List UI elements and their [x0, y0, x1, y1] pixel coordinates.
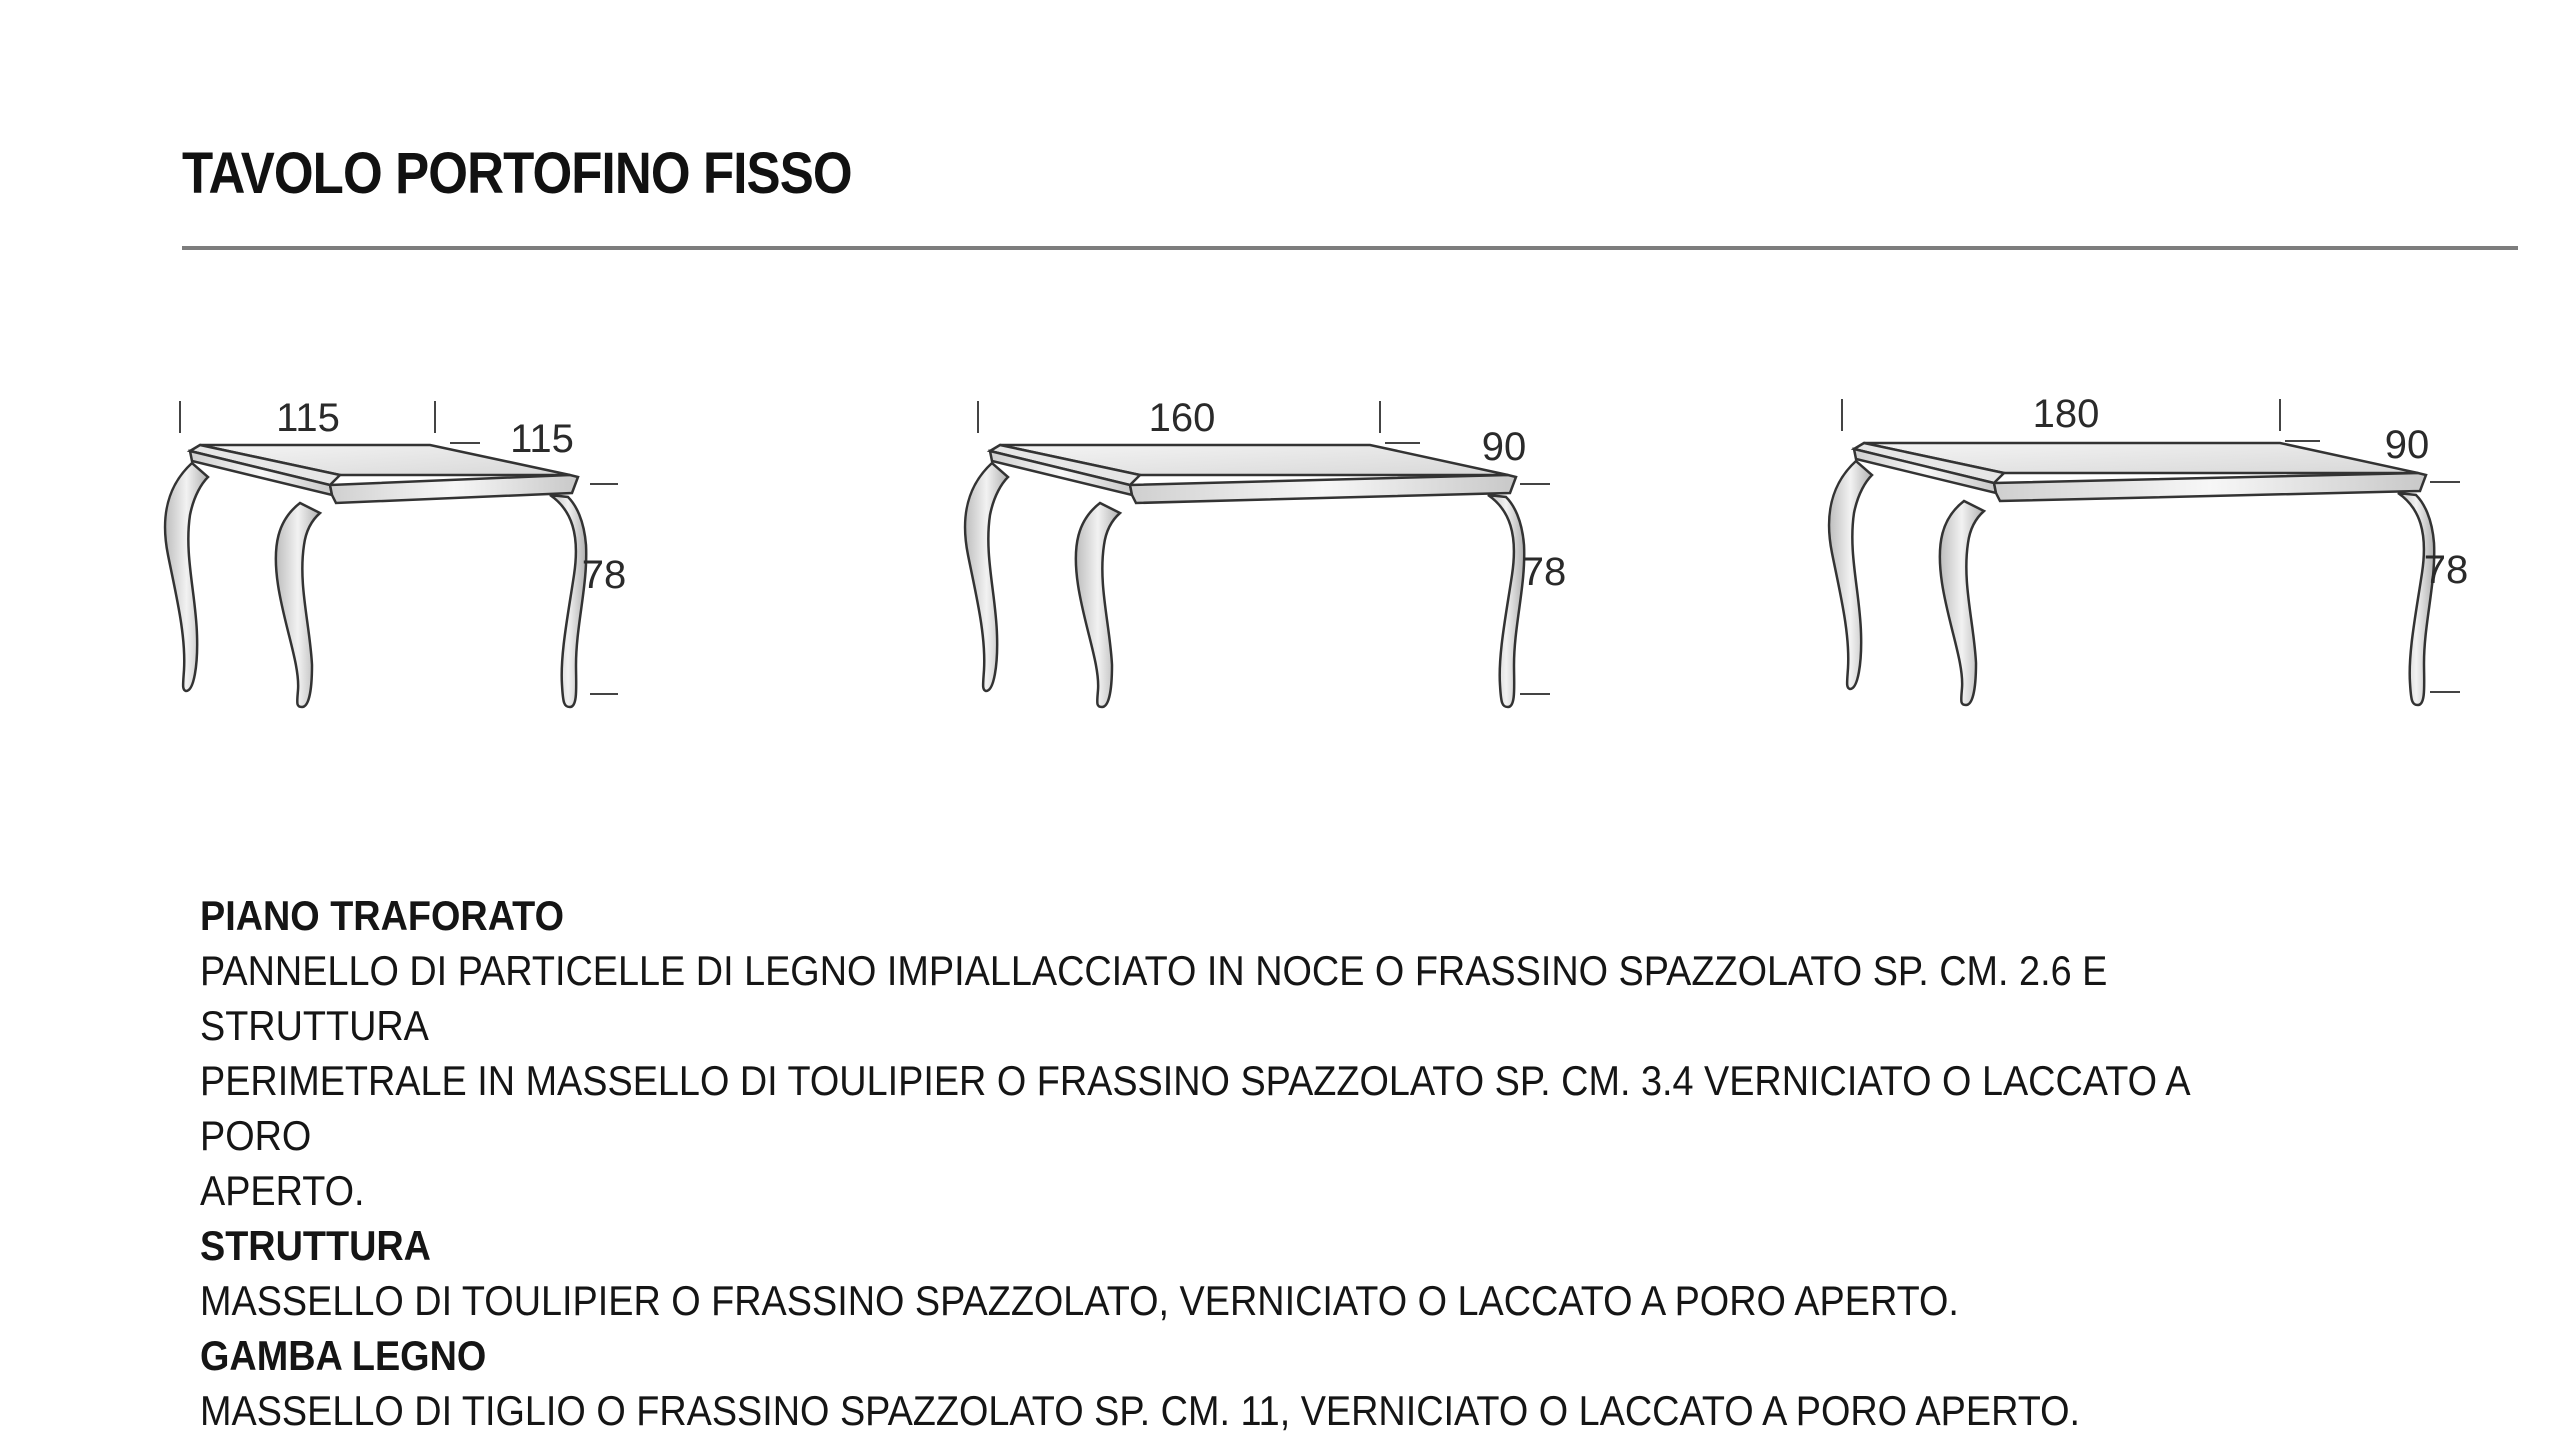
tabletop [1854, 443, 2426, 501]
spec-line: PERIMETRALE IN MASSELLO DI TOULIPIER O FRASSINO SPAZZOLATO SP. CM. 3.4 VERNICIATO O LACCATO A PORO [200, 1057, 2189, 1159]
table-drawing-1 [160, 385, 640, 715]
height-label: 78 [581, 553, 627, 597]
title-divider [182, 246, 2518, 250]
spec-section-piano [200, 888, 2234, 1218]
spec-line: APERTO. [200, 1167, 365, 1214]
spec-section-struttura [200, 1218, 2234, 1328]
depth-label: 115 [510, 417, 574, 461]
leg-front-left [276, 503, 320, 707]
specifications [200, 888, 2234, 1438]
tabletop [990, 445, 1516, 503]
leg-back-left [165, 463, 208, 691]
width-label: 115 [276, 396, 340, 440]
leg-front-right [550, 495, 586, 707]
page-title: TAVOLO PORTOFINO FISSO [182, 141, 852, 206]
spec-line: PANNELLO DI PARTICELLE DI LEGNO IMPIALLACCIATO IN NOCE O FRASSINO SPAZZOLATO SP. CM. 2.6 E STRUTTURA [200, 947, 2108, 1049]
leg-front-left [1940, 501, 1984, 705]
spec-heading: GAMBA LEGNO [200, 1332, 487, 1379]
height-label: 78 [2423, 548, 2469, 592]
spec-line: MASSELLO DI TOULIPIER O FRASSINO SPAZZOLATO, VERNICIATO O LACCATO A PORO APERTO. [200, 1277, 1959, 1324]
spec-heading: PIANO TRAFORATO [200, 892, 564, 939]
table-drawing-3 [1810, 385, 2510, 715]
leg-back-left [1829, 461, 1872, 689]
depth-label: 90 [2384, 423, 2430, 467]
width-label: 180 [2032, 392, 2100, 436]
leg-front-right [2398, 493, 2434, 705]
table-drawing-2 [960, 385, 1600, 715]
leg-front-right [1488, 495, 1524, 707]
width-label: 160 [1148, 396, 1216, 440]
spec-section-gamba [200, 1328, 2234, 1438]
leg-back-left [965, 463, 1008, 691]
height-label: 78 [1521, 550, 1567, 594]
leg-front-left [1076, 503, 1120, 707]
depth-label: 90 [1481, 425, 1527, 469]
spec-heading: STRUTTURA [200, 1222, 431, 1269]
spec-line: MASSELLO DI TIGLIO O FRASSINO SPAZZOLATO SP. CM. 11, VERNICIATO O LACCATO A PORO APERTO. [200, 1387, 2081, 1434]
